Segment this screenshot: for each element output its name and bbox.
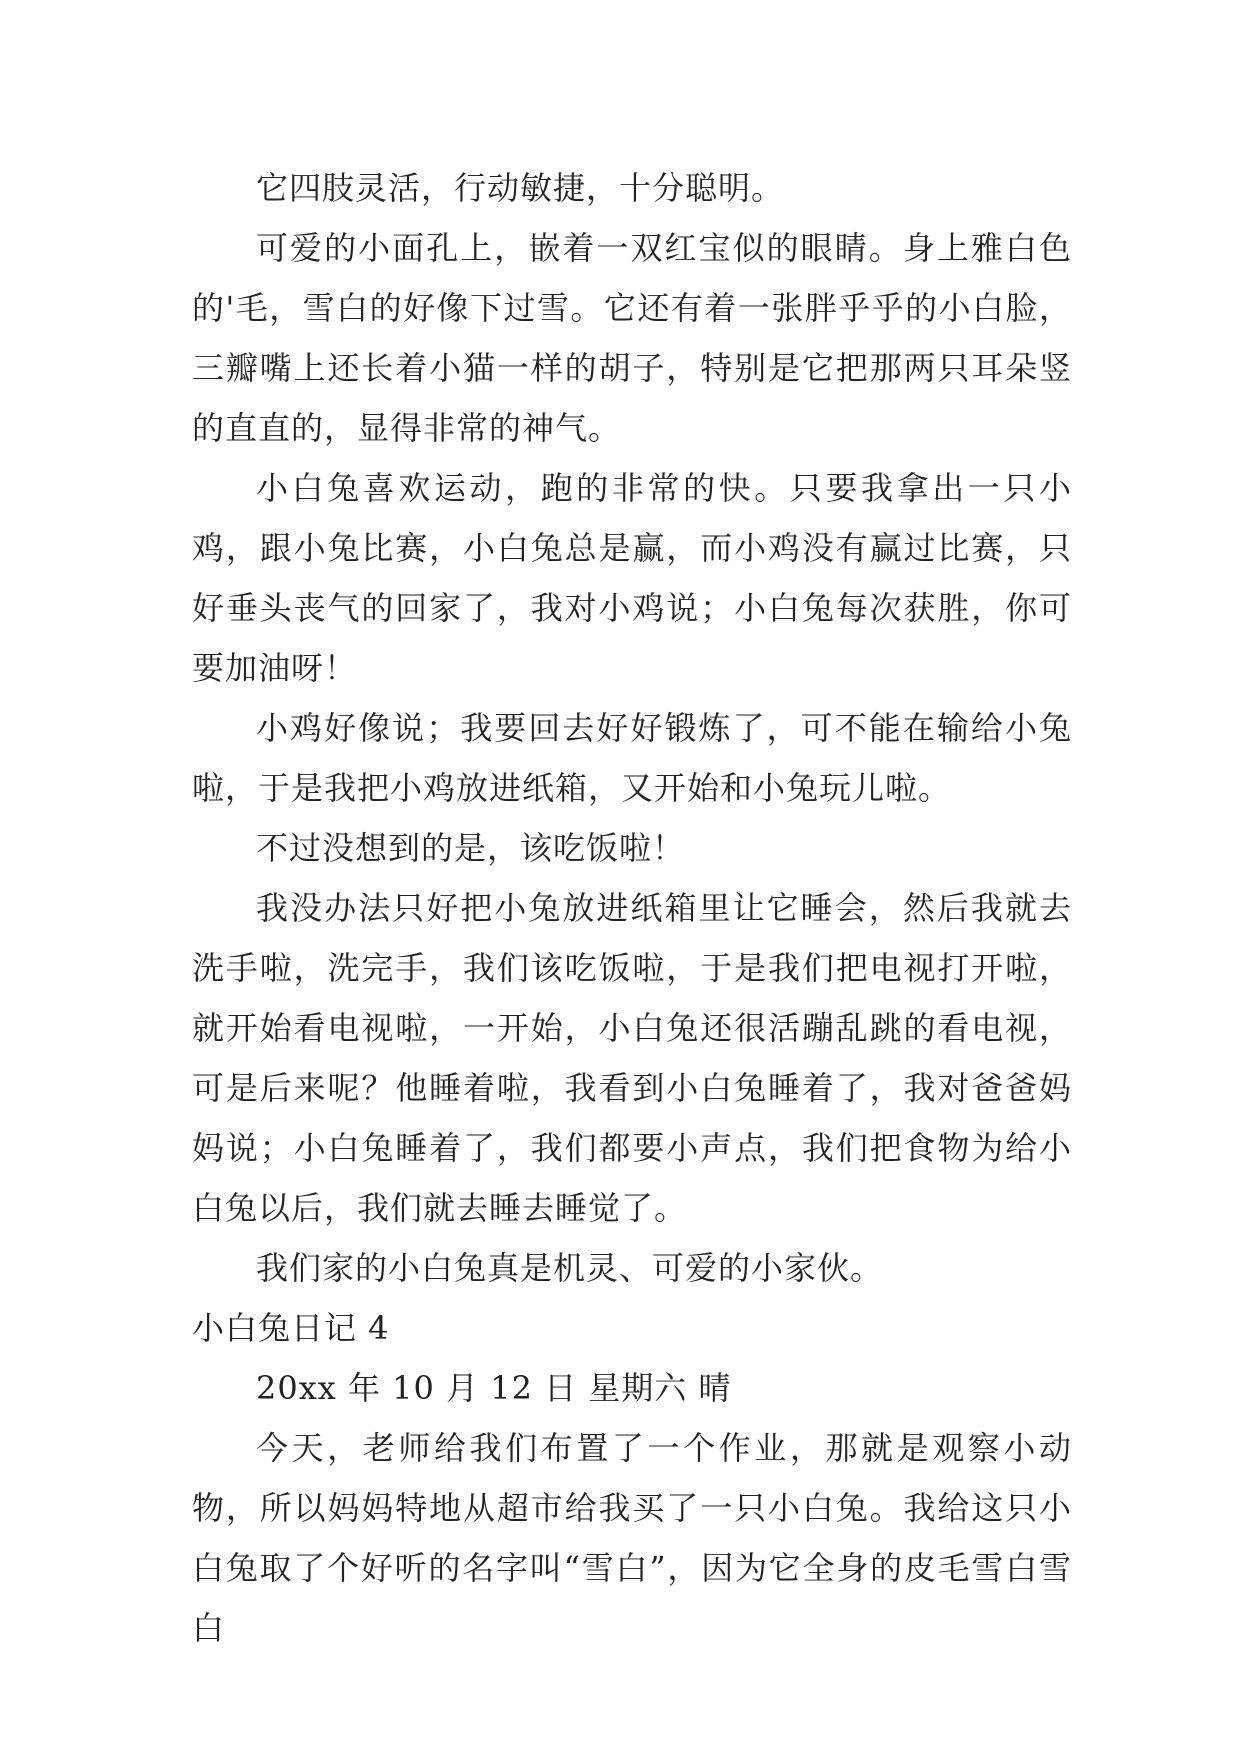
document-body (192, 158, 1072, 1658)
paragraph: 今天，老师给我们布置了一个作业，那就是观察小动物，所以妈妈特地从超市给我买了一只小白兔。我给这只小白兔取了个好听的名字叫“雪白”，因为它全身的皮毛雪白雪白 (192, 1429, 1072, 1647)
paragraph: 不过没想到的是，该吃饭啦！ (256, 829, 686, 867)
paragraph: 小白兔喜欢运动，跑的非常的快。只要我拿出一只小鸡，跟小兔比赛，小白兔总是赢，而小鸡没有赢过比赛，只好垂头丧气的回家了，我对小鸡说；小白兔每次获胜，你可要加油呀！ (192, 469, 1072, 687)
paragraph: 它四肢灵活，行动敏捷，十分聪明。 (256, 169, 785, 207)
paragraph: 我没办法只好把小兔放进纸箱里让它睡会，然后我就去洗手啦，洗完手，我们该吃饭啦，于是我们把电视打开啦，就开始看电视啦，一开始，小白兔还很活蹦乱跳的看电视，可是后来呢？他睡着啦，我看到小白兔睡着了，我对爸爸妈妈说；小白兔睡着了，我们都要小声点，我们把食物为给小白兔以后，我们就去睡去睡觉了。 (192, 889, 1072, 1227)
section-title: 小白兔日记 4 (192, 1309, 390, 1347)
paragraph: 我们家的小白兔真是机灵、可爱的小家伙。 (256, 1249, 884, 1287)
date-line: 20xx 年 10 月 12 日 星期六 晴 (256, 1369, 732, 1407)
paragraph: 可爱的小面孔上，嵌着一双红宝似的眼睛。身上雅白色的'毛，雪白的好像下过雪。它还有着一张胖乎乎的小白脸，三瓣嘴上还长着小猫一样的胡子，特别是它把那两只耳朵竖的直直的，显得非常的神气。 (192, 229, 1072, 447)
paragraph: 小鸡好像说；我要回去好好锻炼了，可不能在输给小兔啦，于是我把小鸡放进纸箱，又开始和小兔玩儿啦。 (192, 709, 1072, 807)
